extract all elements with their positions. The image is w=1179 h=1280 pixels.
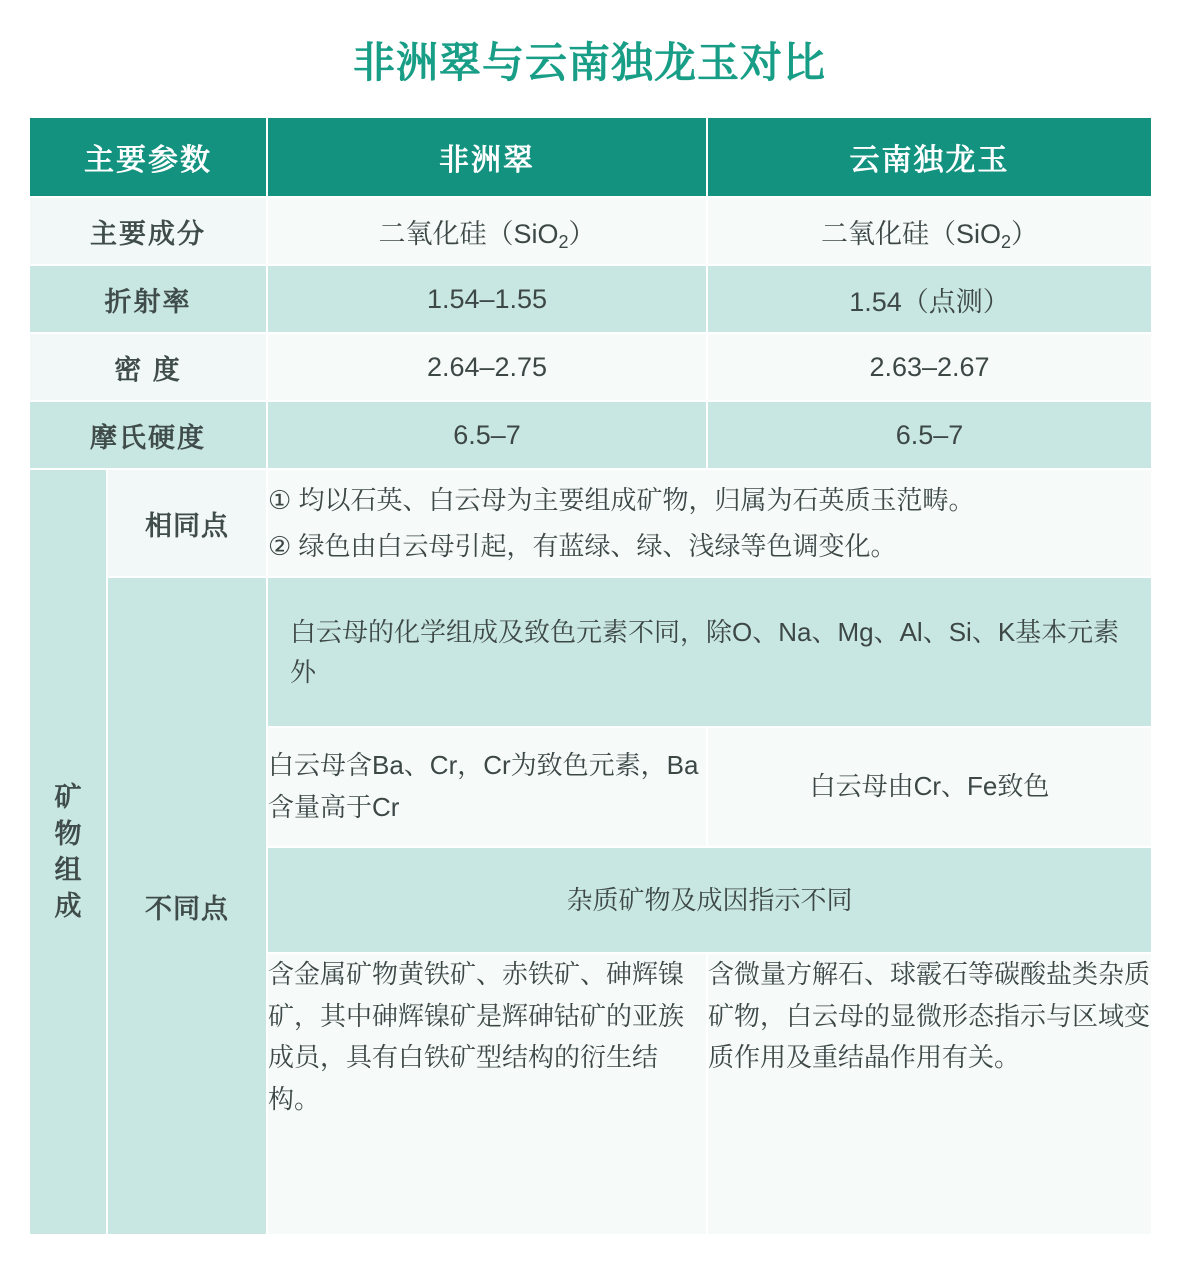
diff-shared-chemistry: 白云母的化学组成及致色元素不同，除O、Na、Mg、Al、Si、K基本元素外 — [267, 577, 1152, 727]
diff-yunnan-impurity: 含微量方解石、球霰石等碳酸盐类杂质矿物，白云母的显微形态指示与区域变质作用及重结晶作用有关。 — [707, 953, 1152, 1235]
table-row — [29, 265, 1152, 333]
page-title: 非洲翠与云南独龙玉对比 — [352, 39, 826, 86]
value-yunnan-mohs-hardness: 6.5–7 — [707, 401, 1152, 469]
same-point-line: ② 绿色由白云母引起，有蓝绿、绿、浅绿等色调变化。 — [268, 531, 897, 561]
diff-yunnan-muscovite: 白云母由Cr、Fe致色 — [707, 727, 1152, 847]
text-part: 二氧化硅（SiO — [820, 218, 1001, 249]
row-label-refractive-index: 折射率 — [29, 265, 267, 333]
header-cell-param: 主要参数 — [29, 117, 267, 197]
text-part: 二氧化硅（SiO — [378, 218, 559, 249]
value-africa-mohs-hardness: 6.5–7 — [267, 401, 707, 469]
table-row — [29, 197, 1152, 265]
diff-africa-impurity: 含金属矿物黄铁矿、赤铁矿、砷辉镍矿，其中砷辉镍矿是辉砷钴矿的亚族成员，具有白铁矿型结构的衍生结构。 — [267, 953, 707, 1235]
header-cell-yunnan: 云南独龙玉 — [707, 117, 1152, 197]
value-yunnan-composition — [707, 197, 1152, 265]
value-africa-composition — [267, 197, 707, 265]
header-cell-africa: 非洲翠 — [267, 117, 707, 197]
value-africa-density: 2.64–2.75 — [267, 333, 707, 401]
subscript: 2 — [558, 231, 569, 252]
row-label-composition: 主要成分 — [29, 197, 267, 265]
table-row-same-points — [29, 469, 1152, 577]
value-yunnan-refractive-index: 1.54（点测） — [707, 265, 1152, 333]
same-points-content — [267, 469, 1152, 577]
sublabel-same-points: 相同点 — [107, 469, 267, 577]
comparison-table — [28, 116, 1153, 1236]
sublabel-diff-points: 不同点 — [107, 577, 267, 1235]
diff-africa-muscovite: 白云母含Ba、Cr，Cr为致色元素，Ba含量高于Cr — [267, 727, 707, 847]
same-point-line: ① 均以石英、白云母为主要组成矿物，归属为石英质玉范畴。 — [268, 484, 975, 515]
row-label-text: 矿物组成 — [54, 782, 82, 922]
value-africa-refractive-index: 1.54–1.55 — [267, 265, 707, 333]
table-row — [29, 401, 1152, 469]
diff-shared-impurity: 杂质矿物及成因指示不同 — [267, 847, 1152, 953]
value-yunnan-density: 2.63–2.67 — [707, 333, 1152, 401]
row-label-density: 密 度 — [29, 333, 267, 401]
table-row — [29, 333, 1152, 401]
text-part: ） — [568, 218, 596, 249]
subscript: 2 — [1001, 231, 1012, 252]
row-label-mohs-hardness: 摩氏硬度 — [29, 401, 267, 469]
row-label-mineral-composition — [29, 469, 107, 1235]
table-header-row — [29, 117, 1152, 197]
text-part: ） — [1011, 218, 1039, 249]
table-row-diff-shared-1 — [29, 577, 1152, 727]
